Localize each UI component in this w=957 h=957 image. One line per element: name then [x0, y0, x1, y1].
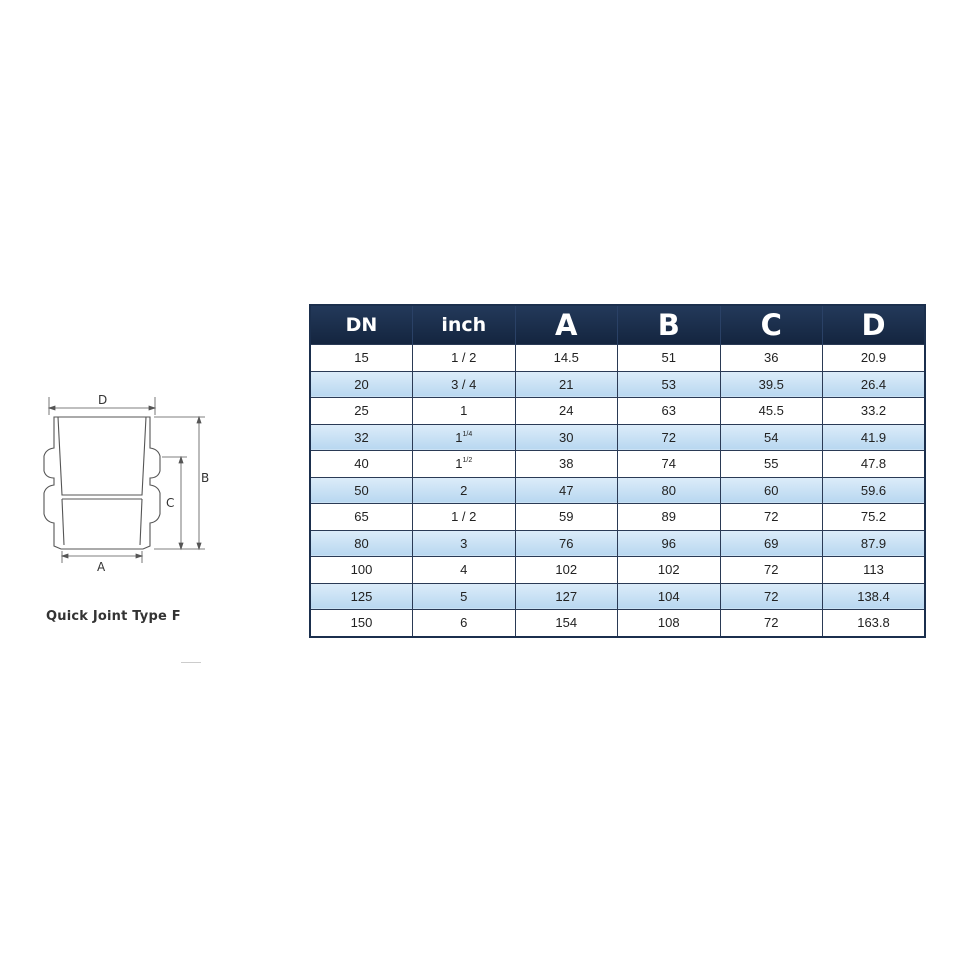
diagram-caption: Quick Joint Type F [46, 609, 181, 624]
table-row [310, 345, 925, 372]
cell-a: 30 [515, 424, 618, 451]
table-row [310, 530, 925, 557]
cell-a: 76 [515, 530, 618, 557]
cell-b: 51 [618, 345, 721, 372]
cell-inch [413, 530, 516, 557]
dim-label-c: C [166, 496, 175, 510]
cell-inch [413, 345, 516, 372]
cell-c: 72 [720, 610, 823, 637]
table-row [310, 424, 925, 451]
inch-fraction: 1/4 [462, 430, 473, 438]
cell-d: 113 [823, 557, 926, 584]
cell-dn: 80 [310, 530, 413, 557]
cell-a: 38 [515, 451, 618, 478]
cell-inch [413, 424, 516, 451]
cell-c: 72 [720, 583, 823, 610]
table-row [310, 557, 925, 584]
cell-c: 69 [720, 530, 823, 557]
table-header-row [310, 305, 925, 345]
cell-c: 72 [720, 504, 823, 531]
inch-value: 1 / 2 [451, 350, 477, 366]
cell-a: 21 [515, 371, 618, 398]
header-inch: inch [413, 305, 516, 345]
cell-dn: 125 [310, 583, 413, 610]
cell-dn: 20 [310, 371, 413, 398]
cell-c: 72 [720, 557, 823, 584]
cell-dn: 15 [310, 345, 413, 372]
cell-c: 39.5 [720, 371, 823, 398]
cell-d: 20.9 [823, 345, 926, 372]
cell-dn: 150 [310, 610, 413, 637]
table-row [310, 398, 925, 425]
table-body [310, 345, 925, 637]
inch-fraction: 1/2 [462, 457, 473, 465]
cell-d: 75.2 [823, 504, 926, 531]
cell-inch [413, 371, 516, 398]
cell-a: 154 [515, 610, 618, 637]
cell-dn: 32 [310, 424, 413, 451]
cell-b: 104 [618, 583, 721, 610]
inch-value: 1 [455, 429, 463, 445]
inch-value: 3 / 4 [451, 376, 477, 392]
inch-value: 2 [460, 482, 468, 498]
cell-inch [413, 557, 516, 584]
cell-dn: 25 [310, 398, 413, 425]
table-row [310, 583, 925, 610]
header-d: D [823, 305, 926, 345]
cell-a: 127 [515, 583, 618, 610]
quick-joint-diagram [28, 385, 228, 585]
inch-value: 4 [460, 562, 468, 578]
table-row [310, 371, 925, 398]
header-dn: DN [310, 305, 413, 345]
cell-b: 53 [618, 371, 721, 398]
cell-a: 102 [515, 557, 618, 584]
dimension-table [309, 304, 926, 638]
table-row [310, 610, 925, 637]
fitting-bore [58, 417, 146, 495]
table-row [310, 477, 925, 504]
cell-dn: 100 [310, 557, 413, 584]
cell-inch [413, 610, 516, 637]
cell-b: 63 [618, 398, 721, 425]
dim-label-d: D [98, 393, 108, 407]
cell-d: 87.9 [823, 530, 926, 557]
cell-b: 74 [618, 451, 721, 478]
cell-b: 108 [618, 610, 721, 637]
inch-value: 1 / 2 [451, 509, 477, 525]
cell-b: 80 [618, 477, 721, 504]
cell-d: 41.9 [823, 424, 926, 451]
header-a: A [515, 305, 618, 345]
cell-a: 47 [515, 477, 618, 504]
header-b: B [618, 305, 721, 345]
inch-value: 6 [460, 615, 468, 631]
cell-b: 96 [618, 530, 721, 557]
stray-mark [181, 662, 201, 663]
cell-inch [413, 451, 516, 478]
cell-d: 33.2 [823, 398, 926, 425]
cell-a: 24 [515, 398, 618, 425]
cell-b: 89 [618, 504, 721, 531]
inch-value: 5 [460, 588, 468, 604]
cell-c: 36 [720, 345, 823, 372]
cell-inch [413, 477, 516, 504]
inch-value: 3 [460, 535, 468, 551]
inch-value: 1 [460, 403, 468, 419]
cell-dn: 50 [310, 477, 413, 504]
cell-a: 59 [515, 504, 618, 531]
cell-d: 26.4 [823, 371, 926, 398]
cell-d: 59.6 [823, 477, 926, 504]
table-row [310, 451, 925, 478]
cell-a: 14.5 [515, 345, 618, 372]
cell-c: 45.5 [720, 398, 823, 425]
table-row [310, 504, 925, 531]
cell-inch [413, 583, 516, 610]
inch-value: 1 [455, 456, 463, 472]
cell-d: 163.8 [823, 610, 926, 637]
cell-c: 55 [720, 451, 823, 478]
cell-d: 138.4 [823, 583, 926, 610]
cell-inch [413, 504, 516, 531]
cell-b: 102 [618, 557, 721, 584]
cell-d: 47.8 [823, 451, 926, 478]
cell-b: 72 [618, 424, 721, 451]
dim-label-a: A [97, 560, 106, 574]
header-c: C [720, 305, 823, 345]
cell-dn: 65 [310, 504, 413, 531]
cell-inch [413, 398, 516, 425]
cell-c: 54 [720, 424, 823, 451]
dim-label-b: B [201, 471, 210, 485]
cell-c: 60 [720, 477, 823, 504]
cell-dn: 40 [310, 451, 413, 478]
